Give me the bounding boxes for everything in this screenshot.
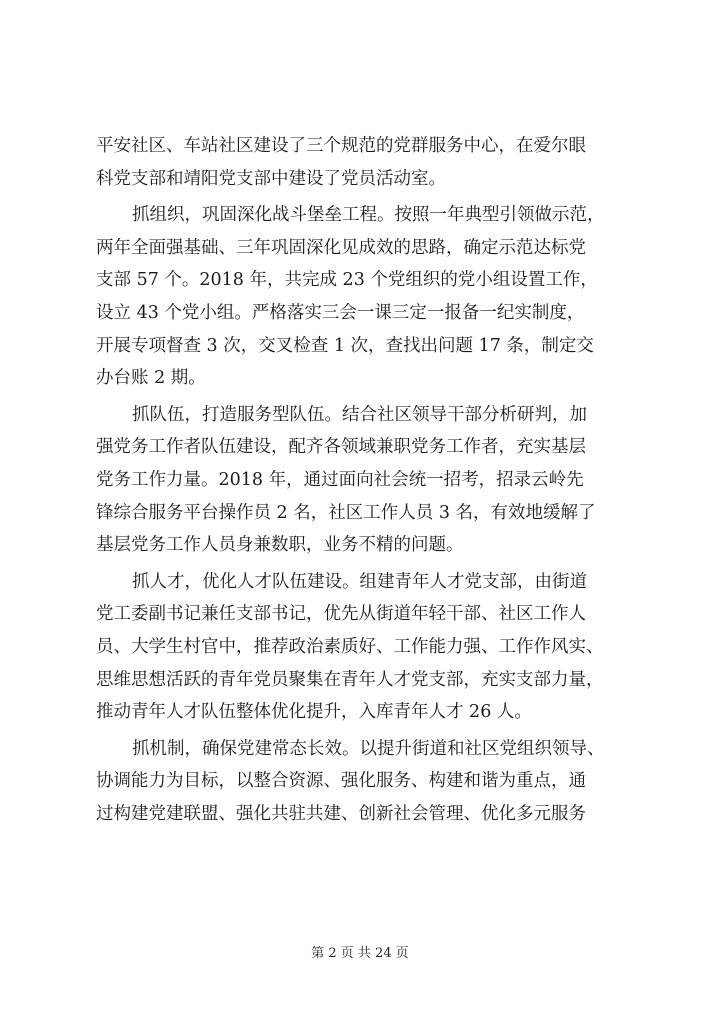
document-body <box>96 130 636 830</box>
text-line: 支部 57 个。2018 年，共完成 23 个党组织的党小组设置工作， <box>96 270 598 291</box>
text-line: 过构建党建联盟、强化共驻共建、创新社会管理、优化多元服务 <box>96 803 586 824</box>
text-line: 党务工作力量。2018 年，通过面向社会统一招考，招录云岭先 <box>96 469 584 490</box>
text-line: 开展专项督查 3 次，交叉检查 1 次，查找出问题 17 条，制定交 <box>96 335 594 356</box>
text-line: 员、大学生村官中，推荐政治素质好、工作能力强、工作作风实、 <box>96 636 604 657</box>
text-line: 两年全面强基础、三年巩固深化见成效的思路，确定示范达标党 <box>96 237 586 258</box>
text-line: 推动青年人才队伍整体优化提升，入库青年人才 26 人。 <box>96 702 532 723</box>
text-line: 平安社区、车站社区建设了三个规范的党群服务中心，在爱尔眼 <box>96 136 586 156</box>
text-line: 抓队伍，打造服务型队伍。结合社区领导干部分析研判，加 <box>132 404 587 425</box>
text-line: 基层党务工作人员身兼数职，业务不精的问题。 <box>96 535 464 556</box>
page-number-footer: 第 2 页 共 24 页 <box>311 946 409 961</box>
text-line: 办台账 2 期。 <box>96 368 206 389</box>
text-line: 强党务工作者队伍建设，配齐各领域兼职党务工作者，充实基层 <box>96 437 586 458</box>
text-line: 思维思想活跃的青年党员聚集在青年人才党支部，充实支部力量， <box>96 669 604 690</box>
text-line: 党工委副书记兼任支部书记，优先从街道年轻干部、社区工作人 <box>96 604 586 625</box>
text-line: 锋综合服务平台操作员 2 名，社区工作人员 3 名，有效地缓解了 <box>96 502 596 523</box>
text-line: 抓机制，确保党建常态长效。以提升街道和社区党组织领导、 <box>132 738 605 759</box>
text-line: 协调能力为目标，以整合资源、强化服务、构建和谐为重点，通 <box>96 771 586 792</box>
text-line: 抓组织，巩固深化战斗堡垒工程。按照一年典型引领做示范， <box>132 205 605 226</box>
text-line: 设立 43 个党小组。严格落实三会一课三定一报备一纪实制度， <box>96 302 585 323</box>
text-line: 科党支部和靖阳党支部中建设了党员活动室。 <box>96 168 446 189</box>
text-line: 抓人才，优化人才队伍建设。组建青年人才党支部，由街道 <box>132 571 587 592</box>
